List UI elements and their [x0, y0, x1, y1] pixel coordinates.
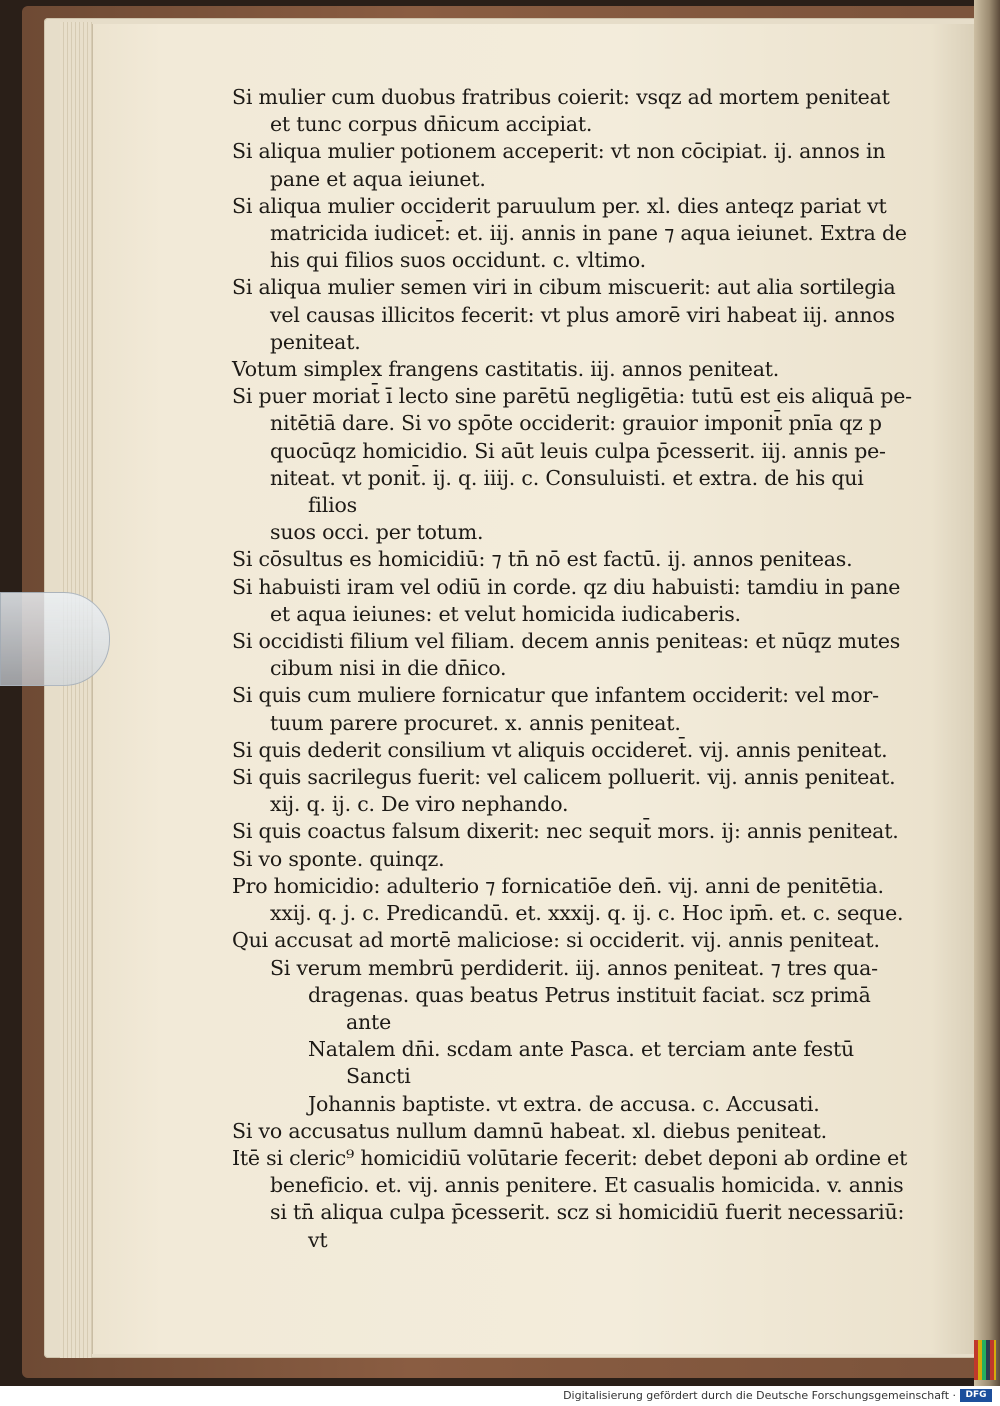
- text-line: xxij. q. j. c. Predicandū. et. xxxij. q. ij. c. Hoc ipm̄. et. c. seque.: [270, 901, 904, 926]
- text-line: Si mulier cum duobus fratribus coierit: vsqz ad mortem peniteat: [232, 85, 890, 109]
- paragraph: [232, 764, 912, 818]
- text-line: dragenas. quas beatus Petrus instituit faciat. scz primā ante: [308, 982, 871, 1034]
- text-line: Si quis sacrilegus fuerit: vel calicem polluerit. vij. annis peniteat.: [232, 765, 896, 790]
- text-line: quocūqz homicidio. Si aūt leuis culpa p̄cesserit. iij. annis pe-: [270, 438, 886, 463]
- text-line: Si quis cum muliere fornicatur que infantem occiderit: vel mor-: [232, 683, 879, 708]
- text-line: his qui filios suos occidunt. c. vltimo.: [270, 248, 646, 273]
- text-line: Itē si cleric⁹ homicidiū volūtarie fecerit: debet deponi ab ordine et: [232, 1145, 908, 1170]
- text-line: Si vo accusatus nullum damnū habeat. xl. diebus peniteat.: [232, 1118, 828, 1143]
- paragraph: [232, 1145, 912, 1254]
- text-line: xij. q. ij. c. De viro nephando.: [270, 792, 569, 817]
- text-line: niteat. vt ponit̄. ij. q. iiij. c. Consuluisti. et extra. de his qui filios: [270, 465, 864, 518]
- text-line: Si verum membrū perdiderit. iij. annos peniteat. ⁊ tres qua-: [270, 955, 878, 980]
- paragraph: [232, 955, 912, 1118]
- text-line: et tunc corpus dn̄icum accipiat.: [270, 112, 593, 137]
- paragraph: [232, 737, 912, 764]
- text-line: si tn̄ aliqua culpa p̄cesserit. scz si homicidiū fuerit necessariū: vt: [270, 1200, 905, 1252]
- paragraph: [232, 1118, 912, 1145]
- paragraph: [232, 356, 912, 383]
- paragraph: [232, 274, 912, 356]
- book-spine: [974, 0, 1000, 1386]
- paragraph: [232, 873, 912, 927]
- text-line: matricida iudicet̄: et. iij. annis in pane ⁊ aqua ieiunet. Extra de: [270, 221, 907, 246]
- dfg-logo: DFG: [960, 1389, 992, 1402]
- text-line: beneficio. et. vij. annis penitere. Et casualis homicida. v. annis: [270, 1173, 904, 1198]
- text-line: Si quis coactus falsum dixerit: nec sequit̄ mors. ij: annis peniteat.: [232, 819, 899, 844]
- page-text: [232, 84, 912, 1254]
- paragraph: [232, 84, 912, 138]
- text-line: Si aliqua mulier semen viri in cibum miscuerit: aut alia sortilegia: [232, 275, 896, 300]
- paragraph: [232, 846, 912, 873]
- text-line: tuum parere procuret. x. annis peniteat.: [270, 710, 681, 735]
- text-line: suos occi. per totum.: [270, 520, 484, 545]
- paragraph: [232, 927, 912, 954]
- text-line: Si habuisti iram vel odiū in corde. qz diu habuisti: tamdiu in pane: [232, 574, 901, 599]
- text-line: nitētiā dare. Si vo spōte occiderit: grauior imponit̄ pnīa qz p: [270, 411, 882, 436]
- text-line: vel causas illicitos fecerit: vt plus amorē viri habeat iij. annos: [270, 302, 895, 327]
- leaf-edges: [60, 22, 92, 1358]
- paragraph: [232, 383, 912, 546]
- funding-credit: Digitalisierung gefördert durch die Deutsche Forschungsgemeinschaft ·: [563, 1389, 956, 1402]
- text-line: Johannis baptiste. vt extra. de accusa. c. Accusati.: [308, 1091, 820, 1116]
- bookmark-ribbon: [974, 1340, 996, 1380]
- text-line: Si occidisti filium vel filiam. decem annis peniteas: et nūqz mutes: [232, 629, 901, 654]
- text-line: Si quis dederit consilium vt aliquis occideret̄. vij. annis peniteat.: [232, 737, 888, 762]
- text-line: Si aliqua mulier occiderit paruulum per. xl. dies anteqz pariat vt: [232, 193, 887, 218]
- text-line: Natalem dn̄i. scdam ante Pasca. et terciam ante festū Sancti: [308, 1037, 855, 1089]
- text-line: Pro homicidio: adulterio ⁊ fornicatiōe den̄. vij. anni de penitētia.: [232, 873, 884, 898]
- paragraph: [232, 818, 912, 845]
- text-line: pane et aqua ieiunet.: [270, 166, 486, 191]
- footer-bar: [0, 1386, 1000, 1406]
- text-line: peniteat.: [270, 329, 361, 354]
- text-line: Votum simplex frangens castitatis. iij. annos peniteat.: [232, 357, 780, 382]
- text-line: Si vo sponte. quinqz.: [232, 846, 445, 871]
- text-line: Si puer moriat̄ ī lecto sine parētū negligētia: tutū est eis aliquā pe-: [232, 384, 912, 409]
- paragraph: [232, 138, 912, 192]
- paragraph: [232, 682, 912, 736]
- page-clip: [0, 592, 110, 686]
- text-line: Si aliqua mulier potionem acceperit: vt non cōcipiat. ij. annos in: [232, 139, 886, 164]
- text-line: et aqua ieiunes: et velut homicida iudicaberis.: [270, 601, 741, 626]
- paragraph: [232, 628, 912, 682]
- text-line: cibum nisi in die dn̄ico.: [270, 656, 507, 681]
- paragraph: [232, 193, 912, 275]
- text-line: Si cōsultus es homicidiū: ⁊ tn̄ nō est factū. ij. annos peniteas.: [232, 547, 853, 572]
- paragraph: [232, 574, 912, 628]
- text-line: Qui accusat ad mortē maliciose: si occiderit. vij. annis peniteat.: [232, 928, 880, 953]
- paragraph: [232, 546, 912, 573]
